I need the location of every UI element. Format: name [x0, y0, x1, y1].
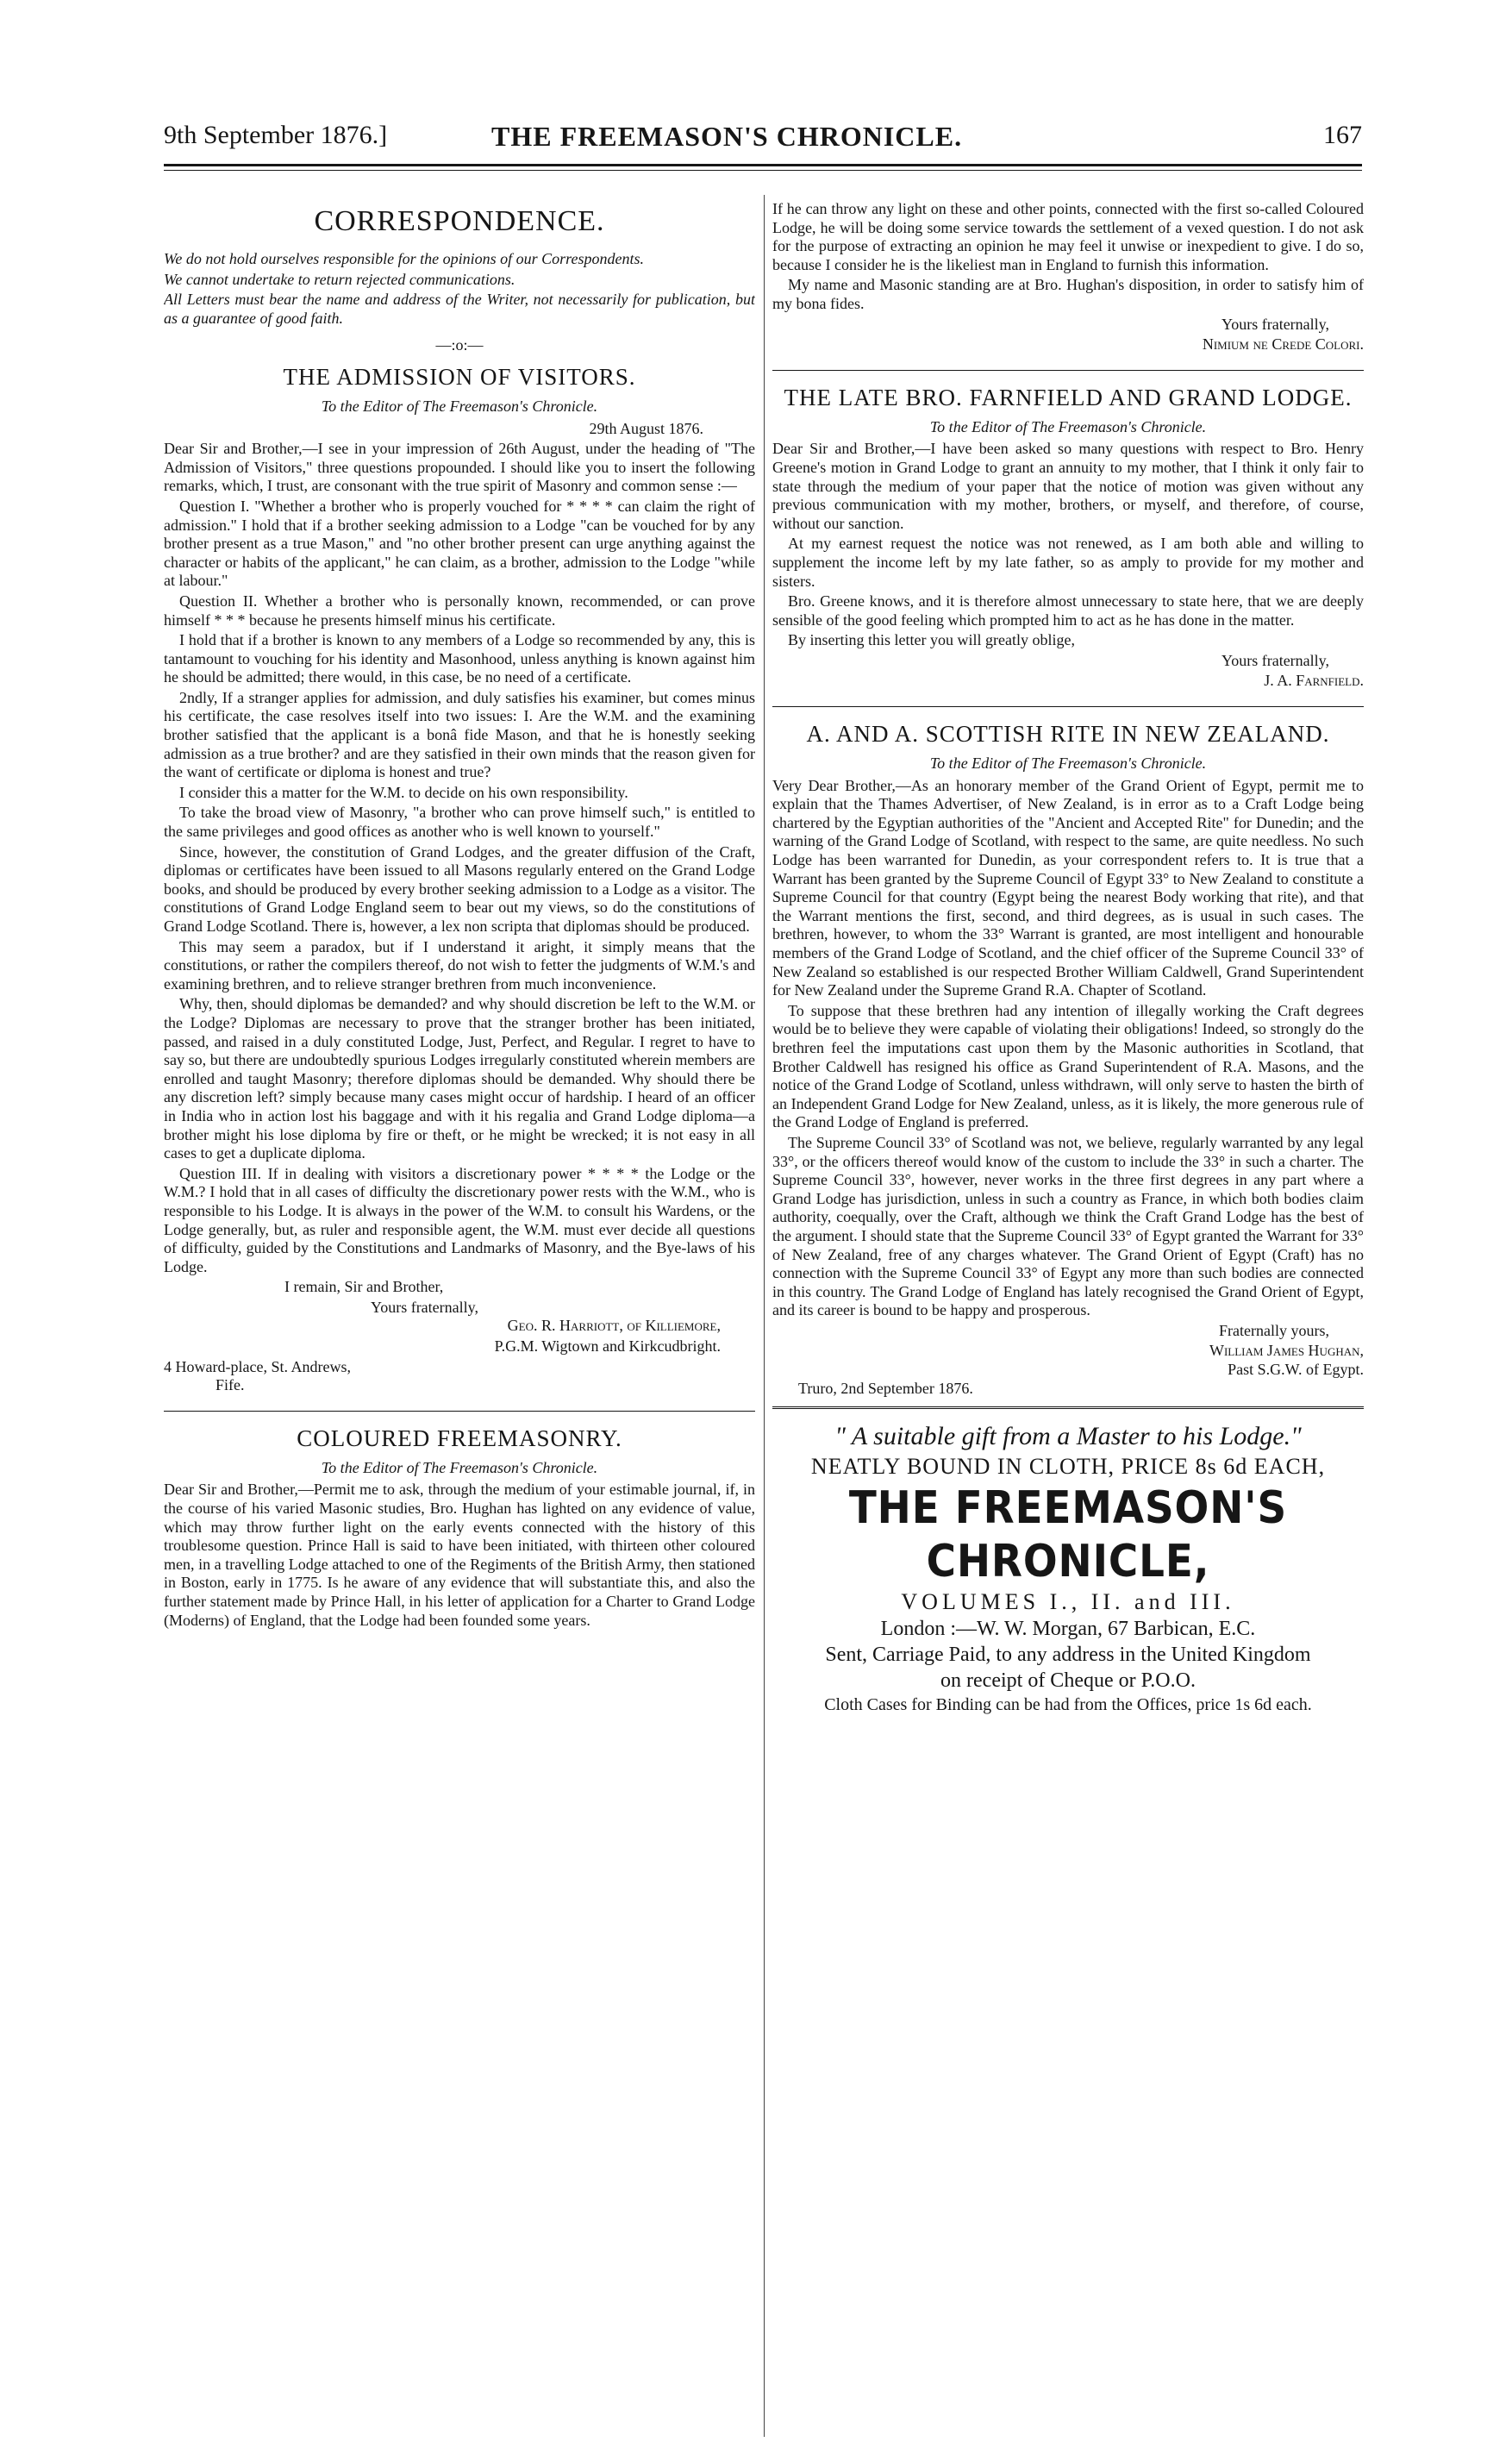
header-rule-thick	[164, 164, 1362, 166]
ad-carriage: Sent, Carriage Paid, to any address in the United Kingdom	[825, 1644, 1311, 1667]
farnfield-yours: Yours fraternally,	[1221, 651, 1329, 669]
admission-paragraph: To take the broad view of Masonry, "a brother who can prove himself such," is entitled to the same privileges and good offices as another who is well known to yourself."	[164, 804, 755, 841]
admission-address-town: Fife.	[216, 1376, 245, 1394]
left-column	[164, 200, 755, 2442]
scottish-place: Truro, 2nd September 1876.	[798, 1379, 973, 1397]
running-header	[164, 121, 1362, 160]
ad-cases: Cloth Cases for Binding can be had from the Offices, price 1s 6d each.	[824, 1695, 1312, 1715]
ad-receipt: on receipt of Cheque or P.O.O.	[940, 1669, 1196, 1693]
scottish-paragraph: The Supreme Council 33° of Scotland was not, we believe, regularly warranted by any legal 33°, or the officers thereof would know of the custom to include the 33° in such a charter. The Supreme Council 33°, however, never works in the three first degrees in any part where a Grand Lodge has jurisdiction, unless in such a country as France, in which both bodies claim authority, coequally, over the Craft, although we think the Craft Grand Lodge has the best of the argument. I should state that the Supreme Council 33° of Egypt granted the Warrant for 33° of New Zealand, free of any charges whatever. The Grand Orient of Egypt (Craft) has no connection with the Supreme Council 33° of Egypt any more than such bodies are connected in this country. The Grand Lodge of England has lately recognised the Grand Orient of Egypt, and its career is bound to be happy and prosperous.	[772, 1133, 1364, 1319]
admission-paragraph: This may seem a paradox, but if I understand it aright, it simply means that the constitutions, or rather the compilers thereof, do not wish to fetter the judgments of W.M.'s and examining brethren, and to relieve stranger brethren from much inconvenience.	[164, 937, 755, 993]
ad-volumes: VOLUMES I., II. and III.	[901, 1589, 1235, 1615]
farnfield-dedication: To the Editor of The Freemason's Chronicle.	[929, 417, 1207, 435]
admission-date: 29th August 1876.	[589, 419, 703, 437]
article-rule	[772, 706, 1364, 707]
right-column	[772, 200, 1364, 2442]
admission-paragraph: 2ndly, If a stranger applies for admission, and duly satisfies his examiner, but comes minus his certificate, the case resolves itself into two issues: I. Are the W.M. and the examining brother satisfied that the applicant is a bonâ fide Mason, and that he is honestly seeking admission as a true brother? and are they satisfied in their own minds that the reason given for the want of certificate or diploma is honest and true?	[164, 688, 755, 781]
coloured-continued: My name and Masonic standing are at Bro. Hughan's disposition, in order to satisfy him of my bona fides.	[772, 276, 1364, 312]
admission-address: 4 Howard-place, St. Andrews,	[164, 1357, 351, 1375]
section-separator: —:o:—	[435, 336, 484, 354]
scottish-yours: Fraternally yours,	[1219, 1321, 1329, 1339]
admission-signature: Geo. R. Harriott, of Killiemore,	[507, 1317, 721, 1335]
notice: All Letters must bear the name and address of the Writer, not necessarily for publication, but as a guarantee of good faith.	[164, 291, 755, 327]
admission-paragraph: Question I. "Whether a brother who is properly vouched for * * * * can claim the right of admission." I hold that if a brother seeking admission to a Lodge "can be vouched for by any brother present as a true Mason," and "no other brother present can urge anything against the character or habits of the applicant," he can claim, as a brother, admission to the Lodge "while at labour."	[164, 497, 755, 590]
scottish-paragraph: To suppose that these brethren had any intention of illegally working the Craft degrees would be to believe they were capable of violating their obligations! Indeed, so strongly do the brethren feel the imputations cast upon them by the Masonic authorities in Scotland, that Brother Caldwell has resigned his office as Grand Superintendent of R.A. Masons, and the notice of the Grand Lodge of Scotland, unless withdrawn, will only serve to hasten the birth of an Independent Grand Lodge for New Zealand, unless, as it is likely, the more generous rule of the Grand Lodge of England is preferred.	[772, 1001, 1364, 1131]
farnfield-heading: THE LATE BRO. FARNFIELD AND GRAND LODGE.	[784, 384, 1353, 410]
correspondence-heading: CORRESPONDENCE.	[314, 205, 605, 237]
admission-heading: THE ADMISSION OF VISITORS.	[283, 363, 636, 390]
scottish-paragraph: Very Dear Brother,—As an honorary member of the Grand Orient of Egypt, permit me to explain that the Thames Advertiser, of New Zealand, is in error as to a Craft Lodge being chartered by the Egyptian authorities of the "Ancient and Accepted Rite" for Dunedin; and the warning of the Grand Lodge of Scotland, with respect to the same, are quite needless. No such Lodge has been warranted for Dunedin, as your correspondent refers to. It is true that a Warrant has been granted by the Supreme Council of Egypt 33° to New Zealand to constitute a Supreme Council for that country (Egypt being the nearest Body working that rite), and that the Warrant mentions the first, second, and third degrees, as is usual in such cases. The brethren, however, to whom the 33° Warrant is granted, are most intelligent and honourable members of the Grand Lodge of Scotland, and the chief officer of the Supreme Council 33° of New Zealand so established is our respected Brother William Caldwell, Grand Superintendent for New Zealand under the Supreme Grand R.A. Chapter of Scotland.	[772, 776, 1364, 999]
scottish-dedication: To the Editor of The Freemason's Chronicle.	[929, 755, 1207, 773]
farnfield-signature: J. A. Farnfield.	[1264, 672, 1364, 690]
notice: We cannot undertake to return rejected communications.	[164, 270, 515, 288]
scottish-heading: A. AND A. SCOTTISH RITE IN NEW ZEALAND.	[806, 721, 1330, 748]
page-number: 167	[1323, 121, 1362, 149]
coloured-signature: Nimium ne Crede Colori.	[1202, 335, 1364, 354]
admission-closing: I remain, Sir and Brother,	[284, 1278, 444, 1296]
ad-quote: " A suitable gift from a Master to his Lodge."	[834, 1422, 1302, 1451]
coloured-heading: COLOURED FREEMASONRY.	[297, 1425, 622, 1451]
coloured-yours: Yours fraternally,	[1221, 315, 1329, 333]
scottish-office: Past S.G.W. of Egypt.	[1228, 1361, 1364, 1379]
ad-title: THE FREEMASON'S CHRONICLE,	[848, 1482, 1288, 1588]
farnfield-paragraph: Dear Sir and Brother,—I have been asked so many questions with respect to Bro. Henry Greene's motion in Grand Lodge to grant an annuity to my mother, that I think it only fair to state through the medium of your paper that the notice of motion was given without any previous communication with my mother, brothers, or myself, and therefore, of course, without our sanction.	[772, 440, 1364, 532]
admission-office: P.G.M. Wigtown and Kirkcudbright.	[494, 1337, 721, 1356]
column-divider	[764, 195, 765, 2437]
coloured-dedication: To the Editor of The Freemason's Chronicle.	[321, 1458, 598, 1476]
ad-binding: NEATLY BOUND IN CLOTH, PRICE 8s 6d EACH,	[810, 1454, 1326, 1480]
coloured-continued: If he can throw any light on these and other points, connected with the first so-called Coloured Lodge, he will be doing some service towards the settlement of a vexed question. I do not ask for the purpose of extracting an opinion he may feel it unwise or inexpedient to give. I do so, because I consider he is the likeliest man in England to furnish this information.	[772, 200, 1364, 273]
article-rule	[772, 370, 1364, 371]
admission-dedication: To the Editor of The Freemason's Chronicle.	[321, 397, 598, 415]
issue-date: 9th September 1876.]	[164, 121, 388, 149]
farnfield-paragraph: By inserting this letter you will greatly oblige,	[788, 631, 1075, 649]
scottish-signature: William James Hughan,	[1209, 1342, 1364, 1360]
admission-yours: Yours fraternally,	[371, 1298, 478, 1316]
admission-paragraph: Question II. Whether a brother who is personally known, recommended, or can prove himself * * * because he presents himself minus his certificate.	[164, 592, 755, 629]
ad-london: London :—W. W. Morgan, 67 Barbican, E.C.	[880, 1618, 1256, 1641]
notice: We do not hold ourselves responsible for the opinions of our Correspondents.	[164, 250, 644, 267]
farnfield-paragraph: Bro. Greene knows, and it is therefore almost unnecessary to state here, that we are deeply sensible of the good feeling which prompted him to act as he has done in the matter.	[772, 592, 1364, 629]
admission-paragraph: Why, then, should diplomas be demanded? and why should discretion be left to the W.M. or the Lodge? Diplomas are necessary to prove that the stranger brother has been initiated, passed, and raised in a duly constituted Lodge, Just, Perfect, and Regular. I regret to have to say so, but there are undoubtedly spurious Lodges irregularly constituted wherein members are enrolled and taught Masonry; therefore diplomas should be demanded. Why should there be any discretion left? simply because many cases might occur of hardship. I heard of an officer in India who in action lost his baggage and with it his regalia and Grand Lodge diploma—a brother might his lose diploma by fire or theft, or he might be wrecked; it is not easy in all cases to get a duplicate diploma.	[164, 995, 755, 1162]
admission-paragraph: Question III. If in dealing with visitors a discretionary power * * * * the Lodge or the W.M.? I hold that in all cases of difficulty the discretionary power rests with the W.M., who is responsible to his Lodge. It is always in the power of the W.M. to consult his Wardens, or the Lodge generally, but, as ruler and responsible agent, the W.M. must ever decide all questions of difficulty, guided by the Constitutions and Landmarks of Masonry, and the Bye-laws of his Lodge.	[164, 1164, 755, 1275]
header-rule-thin	[164, 170, 1362, 171]
article-rule	[164, 1411, 755, 1412]
advertisement	[772, 1406, 1364, 1716]
admission-paragraph: Dear Sir and Brother,—I see in your impression of 26th August, under the heading of "The Admission of Visitors," three questions propounded. I should like you to insert the following remarks, which, I trust, are consonant with the true spirit of Masonry and common sense :—	[164, 440, 755, 495]
coloured-paragraph: Dear Sir and Brother,—Permit me to ask, through the medium of your estimable journal, if, in the course of his varied Masonic studies, Bro. Hughan has lighted on any evidence of value, which may throw further light on the early events connected with the history of this troublesome question. Prince Hall is said to have been initiated, with thirteen other coloured men, in a travelling Lodge attached to one of the Regiments of the British Army, then stationed in Boston, early in 1775. Is he aware of any evidence that will substantiate this, and also the further statement made by Prince Hall, in his letter of application for a Charter to Grand Lodge (Moderns) of England, that the Lodge had been founded some years.	[164, 1481, 755, 1629]
admission-paragraph: I consider this a matter for the W.M. to decide on his own responsibility.	[179, 783, 628, 801]
admission-paragraph: Since, however, the constitution of Grand Lodges, and the greater diffusion of the Craft, diplomas or certificates have been issued to all Masons regularly entered on the Grand Lodge books, and should be produced by every brother seeking admission to a Lodge as a visitor. The constitutions of Grand Lodge England seem to bear out my views, so do the constitutions of Grand Lodge Scotland. There is, however, a lex non scripta that diplomas should be produced.	[164, 842, 755, 935]
masthead-title: THE FREEMASON'S CHRONICLE.	[491, 121, 963, 152]
farnfield-paragraph: At my earnest request the notice was not renewed, as I am both able and willing to supplement the income left by my late father, so as amply to provide for my mother and sisters.	[772, 535, 1364, 590]
admission-paragraph: I hold that if a brother is known to any members of a Lodge so recommended by any, this is tantamount to vouching for his identity and Masonhood, unless anything is known against him he should be admitted; there would, in this case, be no need of a certificate.	[164, 631, 755, 686]
